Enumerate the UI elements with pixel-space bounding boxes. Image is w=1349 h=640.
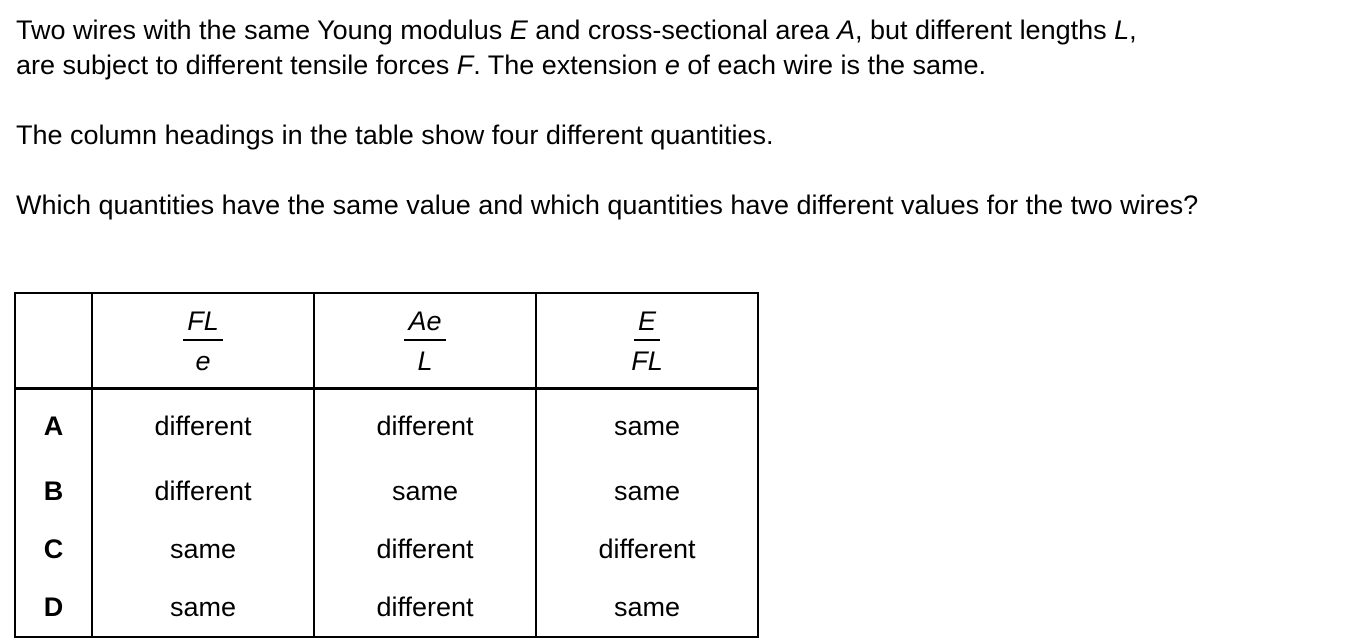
fraction-Ae-over-L: [404, 306, 445, 376]
table-cell: different: [92, 462, 314, 520]
symbol-F: F: [456, 50, 474, 80]
question-paragraph-1: [16, 13, 1334, 83]
table-row-option-b: [15, 462, 758, 520]
table-cell: same: [314, 462, 536, 520]
fraction-denominator: FL: [631, 345, 663, 376]
text-run: Two wires with the same Young modulus: [16, 15, 510, 45]
text-run: , but different lengths: [854, 15, 1115, 45]
table-cell: same: [92, 578, 314, 637]
text-run: and cross-sectional area: [527, 15, 837, 45]
symbol-L: L: [1114, 15, 1130, 45]
table-cell: different: [314, 389, 536, 463]
fraction-denominator: e: [195, 345, 211, 376]
symbol-e: e: [664, 50, 680, 80]
symbol-E: E: [509, 15, 528, 45]
fraction-numerator: E: [634, 306, 660, 341]
table-row-option-c: [15, 520, 758, 578]
header-corner-cell: [15, 293, 92, 389]
option-letter: A: [15, 389, 92, 463]
answer-table: [14, 292, 759, 638]
table-cell: different: [536, 520, 758, 578]
fraction-FL-over-e: [183, 306, 223, 376]
symbol-A: A: [836, 15, 855, 45]
option-letter: B: [15, 462, 92, 520]
text-run: are subject to different tensile forces: [16, 50, 457, 80]
table-cell: different: [92, 389, 314, 463]
question-paragraph-3: Which quantities have the same value and which quantities have different values for the two wires?: [16, 190, 1199, 220]
table-cell: same: [536, 389, 758, 463]
fraction-E-over-FL: [631, 306, 663, 376]
header-cell: [536, 293, 758, 389]
table-cell: different: [314, 520, 536, 578]
option-letter: D: [15, 578, 92, 637]
table-cell: same: [536, 462, 758, 520]
question-paragraph-2: The column headings in the table show four different quantities.: [16, 120, 774, 150]
text-run: . The extension: [473, 50, 665, 80]
fraction-denominator: L: [417, 345, 433, 376]
table-header-row: [15, 293, 758, 389]
text-run: ,: [1129, 15, 1137, 45]
option-letter: C: [15, 520, 92, 578]
table-cell: same: [536, 578, 758, 637]
table-row-option-d: [15, 578, 758, 637]
table-row-option-a: [15, 389, 758, 463]
table-cell: different: [314, 578, 536, 637]
text-run: of each wire is the same.: [679, 50, 987, 80]
table-cell: same: [92, 520, 314, 578]
header-cell: [314, 293, 536, 389]
header-cell: [92, 293, 314, 389]
fraction-numerator: FL: [183, 306, 223, 341]
fraction-numerator: Ae: [404, 306, 445, 341]
